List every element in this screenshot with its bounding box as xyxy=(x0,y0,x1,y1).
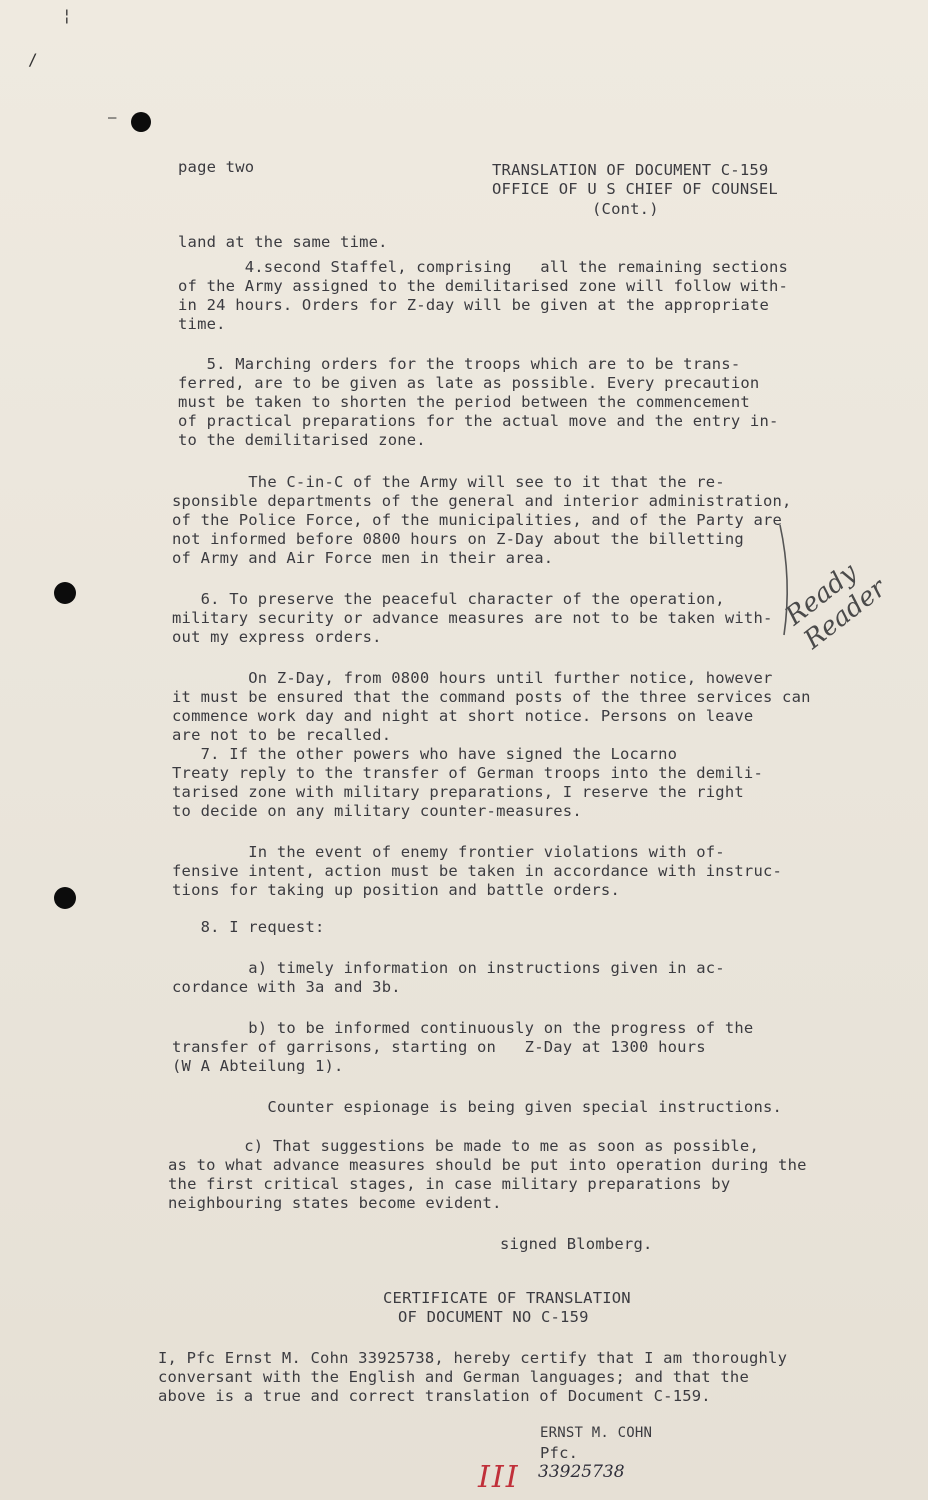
paragraph-5b-line: of Army and Air Force men in their area. xyxy=(172,549,554,567)
paragraph-5-line: of practical preparations for the actual move and the entry in- xyxy=(178,412,779,430)
continued-label: (Cont.) xyxy=(592,200,659,218)
office-title: OFFICE OF U S CHIEF OF COUNSEL xyxy=(492,180,778,198)
paragraph-6b-line: are not to be recalled. xyxy=(172,726,392,744)
page-label: page two xyxy=(178,158,255,176)
paragraph-4-line: of the Army assigned to the demilitarised zone will follow with- xyxy=(178,277,789,295)
margin-slash-mark: / xyxy=(28,50,38,69)
translator-serial-number: 33925738 xyxy=(538,1462,625,1482)
paragraph-5b-line: sponsible departments of the general and interior administration, xyxy=(172,492,792,510)
certificate-text-line: above is a true and correct translation of Document C-159. xyxy=(158,1387,711,1405)
paragraph-8a-line: a) timely information on instructions given in ac- xyxy=(172,959,725,977)
handwritten-margin-note: Ready Reader xyxy=(780,557,892,656)
paragraph-5b-line: not informed before 0800 hours on Z-Day about the billetting xyxy=(172,530,744,548)
paragraph-5-line: 5. Marching orders for the troops which are to be trans- xyxy=(178,355,741,373)
certificate-subtitle: OF DOCUMENT NO C-159 xyxy=(398,1308,589,1326)
paragraph-5-line: to the demilitarised zone. xyxy=(178,431,426,449)
paragraph-8b-line: (W A Abteilung 1). xyxy=(172,1057,344,1075)
paragraph-4-line: 4.second Staffel, comprising all the remaining sections xyxy=(178,258,789,276)
paragraph-8c-line: neighbouring states become evident. xyxy=(168,1194,502,1212)
paragraph-5b-line: of the Police Force, of the municipalities, and of the Party are xyxy=(172,511,783,529)
paragraph-8c-line: the first critical stages, in case military preparations by xyxy=(168,1175,731,1193)
punch-hole-middle xyxy=(54,582,76,604)
counter-espionage-note: Counter espionage is being given special instructions. xyxy=(172,1098,783,1116)
margin-tick-mark: ¦ xyxy=(62,6,72,25)
certificate-text-line: I, Pfc Ernst M. Cohn 33925738, hereby certify that I am thoroughly xyxy=(158,1349,788,1367)
paragraph-6-line: 6. To preserve the peaceful character of the operation, xyxy=(172,590,725,608)
signature-line: signed Blomberg. xyxy=(500,1235,653,1253)
paragraph-8-heading: 8. I request: xyxy=(172,918,325,936)
paragraph-8b-line: b) to be informed continuously on the progress of the xyxy=(172,1019,754,1037)
paragraph-6-line: military security or advance measures are not to be taken with- xyxy=(172,609,773,627)
document-title: TRANSLATION OF DOCUMENT C-159 xyxy=(492,161,769,179)
paragraph-8a-line: cordance with 3a and 3b. xyxy=(172,978,401,996)
paragraph-7b-line: fensive intent, action must be taken in accordance with instruc- xyxy=(172,862,783,880)
paragraph-4-line: time. xyxy=(178,315,226,333)
red-page-number-stamp: III xyxy=(478,1460,520,1495)
paragraph-5-line: must be taken to shorten the period between the commencement xyxy=(178,393,750,411)
paragraph-7-line: 7. If the other powers who have signed the Locarno xyxy=(172,745,678,763)
hole-tear-mark: — xyxy=(108,110,117,126)
paragraph-4-line: land at the same time. xyxy=(178,233,388,251)
punch-hole-lower xyxy=(54,887,76,909)
paragraph-7-line: Treaty reply to the transfer of German troops into the demili- xyxy=(172,764,763,782)
paragraph-7-line: to decide on any military counter-measures. xyxy=(172,802,582,820)
translator-rank: Pfc. xyxy=(540,1444,579,1462)
paragraph-6b-line: commence work day and night at short notice. Persons on leave xyxy=(172,707,754,725)
paragraph-8b-line: transfer of garrisons, starting on Z-Day at 1300 hours xyxy=(172,1038,706,1056)
certificate-text-line: conversant with the English and German languages; and that the xyxy=(158,1368,749,1386)
paragraph-8c-line: as to what advance measures should be put into operation during the xyxy=(168,1156,807,1174)
punch-hole-top xyxy=(131,112,151,132)
paragraph-6-line: out my express orders. xyxy=(172,628,382,646)
paragraph-6b-line: it must be ensured that the command posts of the three services can xyxy=(172,688,811,706)
translator-name: ERNST M. COHN xyxy=(540,1425,653,1441)
paragraph-8c-line: c) That suggestions be made to me as soon as possible, xyxy=(168,1137,759,1155)
certificate-title: CERTIFICATE OF TRANSLATION xyxy=(383,1289,631,1307)
paragraph-7-line: tarised zone with military preparations, I reserve the right xyxy=(172,783,744,801)
paragraph-6b-line: On Z-Day, from 0800 hours until further notice, however xyxy=(172,669,773,687)
paragraph-5b-line: The C-in-C of the Army will see to it that the re- xyxy=(172,473,725,491)
paragraph-4-line: in 24 hours. Orders for Z-day will be given at the appropriate xyxy=(178,296,769,314)
paragraph-7b-line: In the event of enemy frontier violations with of- xyxy=(172,843,725,861)
margin-bracket-line xyxy=(770,520,800,640)
paragraph-5-line: ferred, are to be given as late as possible. Every precaution xyxy=(178,374,760,392)
paragraph-7b-line: tions for taking up position and battle orders. xyxy=(172,881,620,899)
